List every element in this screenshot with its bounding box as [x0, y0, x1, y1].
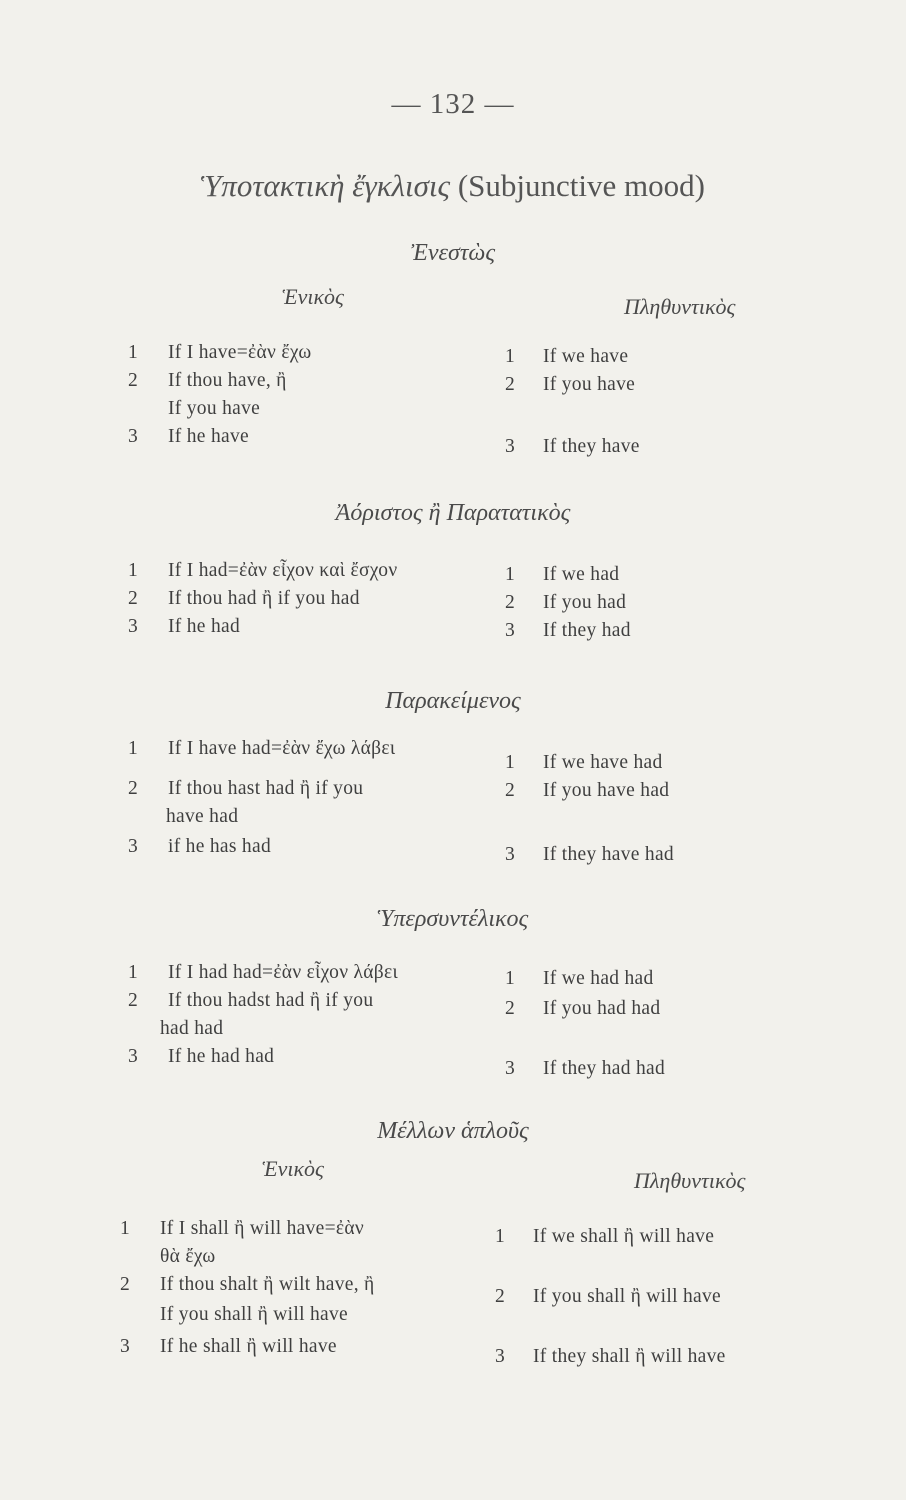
conjugation-line: 1 If I have had=ἐὰν ἔχω λάβει [128, 738, 396, 759]
section-future-heading: Μέλλων ἁπλοῦς [377, 1118, 529, 1144]
section-pluperfect-heading: Ὑπερσυντέλικος [377, 906, 529, 932]
conjugation-line: 3 If he have [128, 426, 249, 447]
plural-label: Πληθυντικὸς [634, 1168, 746, 1193]
conjugation-line: 2 If thou hast had ἢ if you [128, 778, 364, 799]
conjugation-line: 3 if he has had [128, 836, 271, 857]
conjugation-line: had had [160, 1018, 224, 1039]
conjugation-line: 1 If we had had [505, 968, 654, 989]
conjugation-line: 1 If we shall ἢ will have [495, 1226, 715, 1247]
conjugation-line: 2 If thou hadst had ἢ if you [128, 990, 374, 1011]
conjugation-line: 2 If you have had [505, 780, 670, 801]
conjugation-line: 3 If they had [505, 620, 631, 641]
conjugation-line: 2 If thou have, ἢ [128, 370, 287, 391]
conjugation-line: 1 If I have=ἐὰν ἔχω [128, 342, 312, 363]
conjugation-line: 1 If I shall ἢ will have=ἐὰν [120, 1218, 365, 1239]
conjugation-line: 3 If they have had [505, 844, 674, 865]
conjugation-line: 2 If you had had [505, 998, 661, 1019]
conjugation-line: 1 If I had=ἐὰν εἶχον καὶ ἔσχον [128, 560, 398, 581]
title-greek: Ὑποτακτικὴ ἔγκλισις [201, 168, 451, 203]
conjugation-line: 3 If they shall ἢ will have [495, 1346, 726, 1367]
conjugation-line: If you shall ἢ will have [160, 1304, 348, 1325]
conjugation-line: 1 If we have [505, 346, 629, 367]
conjugation-line: 1 If we have had [505, 752, 663, 773]
conjugation-line: 2 If thou had ἢ if you had [128, 588, 360, 609]
plural-label: Πληθυντικὸς [624, 294, 736, 319]
page-title [0, 168, 906, 204]
conjugation-line: 3 If they have [505, 436, 640, 457]
conjugation-line: 2 If you had [505, 592, 627, 613]
singular-label: Ἑνικὸς [262, 1156, 324, 1181]
conjugation-line: θὰ ἔχω [160, 1246, 216, 1267]
section-perfect-heading: Παρακείμενος [385, 688, 521, 714]
conjugation-line: 3 If they had had [505, 1058, 665, 1079]
conjugation-line: 3 If he shall ἢ will have [120, 1336, 337, 1357]
conjugation-line: 2 If you shall ἢ will have [495, 1286, 721, 1307]
conjugation-line: 2 If thou shalt ἢ wilt have, ἢ [120, 1274, 375, 1295]
conjugation-line: 3 If he had [128, 616, 240, 637]
conjugation-line: If you have [168, 398, 261, 419]
section-aorist-heading: Ἀόριστος ἢ Παρατατικὸς [335, 500, 571, 526]
conjugation-line: 3 If he had had [128, 1046, 275, 1067]
conjugation-line: 2 If you have [505, 374, 636, 395]
conjugation-line: 1 If we had [505, 564, 620, 585]
page-number: — 132 — [391, 88, 515, 120]
singular-label: Ἑνικὸς [282, 284, 344, 309]
conjugation-line: have had [166, 806, 239, 827]
title-english: (Subjunctive mood) [457, 168, 705, 203]
conjugation-line: 1 If I had had=ἐὰν εἶχον λάβει [128, 962, 399, 983]
section-present-heading: Ἐνεστὼς [410, 240, 496, 266]
